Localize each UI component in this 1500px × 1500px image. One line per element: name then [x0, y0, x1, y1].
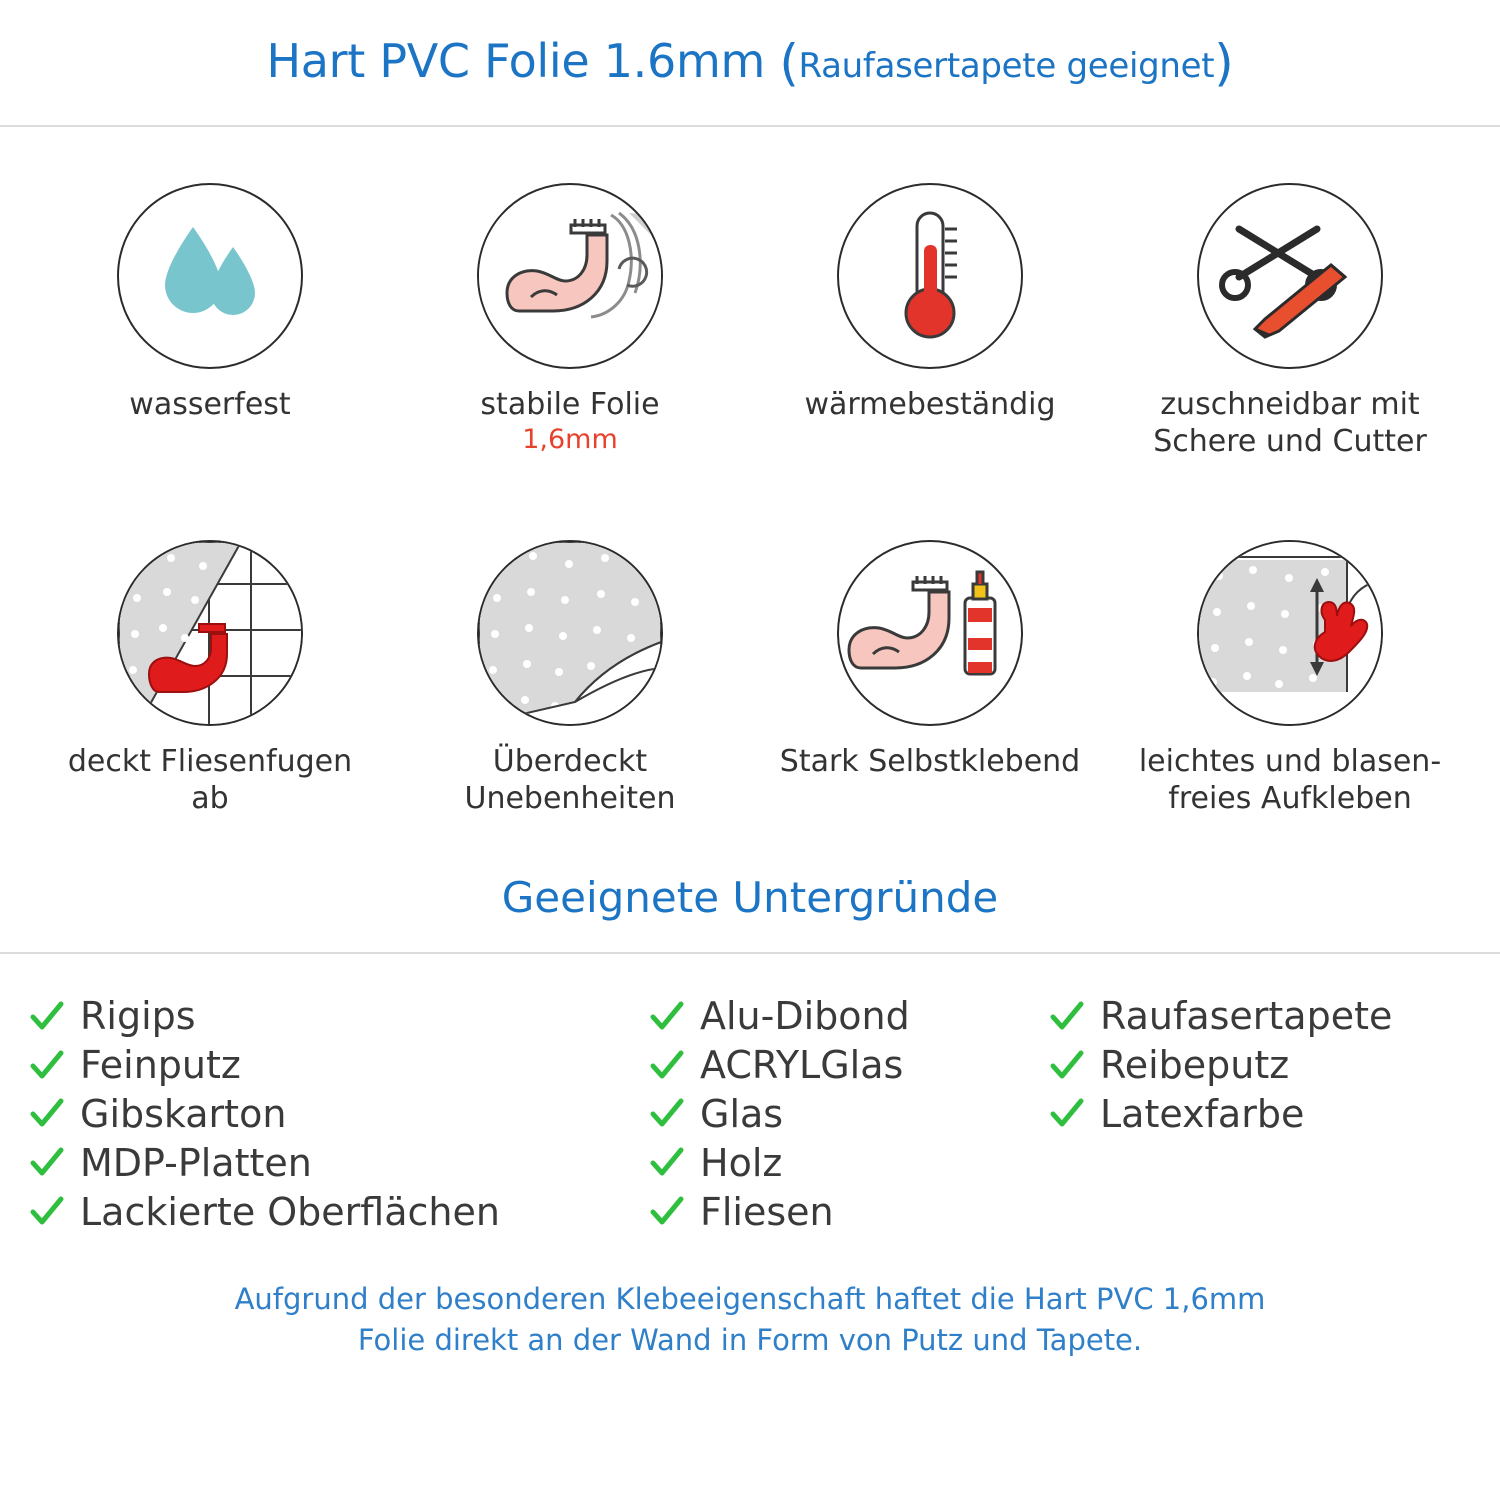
water-drops-icon: [119, 185, 301, 367]
feature-stabile-folie: [390, 183, 750, 460]
feature-waermebestaendig: [750, 183, 1110, 460]
list-item-label: Alu-Dibond: [700, 994, 910, 1039]
arm-glue-icon: [839, 542, 1021, 724]
list-item-label: Latexfarbe: [1100, 1092, 1305, 1137]
check-icon: [650, 1097, 684, 1131]
check-icon: [1050, 1097, 1084, 1131]
feature-label: stabile Folie: [480, 387, 660, 422]
list-item: [30, 1190, 650, 1235]
feature-wasserfest: [30, 183, 390, 460]
check-icon: [30, 1146, 64, 1180]
page-header: [0, 0, 1500, 127]
page-title-sub: Raufasertapete geeignet: [798, 45, 1215, 86]
thumbs-up-tiles-icon: [119, 542, 301, 724]
feature-sublabel: 1,6mm: [522, 423, 618, 455]
check-icon: [650, 1195, 684, 1229]
footer-note: [0, 1279, 1500, 1361]
feature-label: leichtes und blasen- freies Aufkleben: [1138, 744, 1442, 816]
list-item-label: Reibeputz: [1100, 1043, 1290, 1088]
page-title-main: Hart PVC Folie 1.6mm: [266, 33, 765, 88]
check-icon: [30, 1195, 64, 1229]
feature-icon-circle: [1197, 183, 1383, 369]
list-item-label: Lackierte Oberflächen: [80, 1189, 500, 1234]
list-item: [650, 994, 1050, 1039]
paren-close: ): [1214, 33, 1234, 92]
list-item: [1050, 994, 1500, 1039]
feature-unebenheiten: [390, 540, 750, 817]
foil-peel-icon: [479, 542, 661, 724]
list-item-label: Glas: [700, 1092, 784, 1137]
list-item: [650, 1141, 1050, 1186]
feature-fliesenfugen: [30, 540, 390, 817]
feature-selbstklebend: [750, 540, 1110, 817]
feature-icon-circle: [1197, 540, 1383, 726]
check-icon: [1050, 1000, 1084, 1034]
list-item: [650, 1092, 1050, 1137]
hand-smooth-icon: [1199, 542, 1381, 724]
list-item-label: Raufasertapete: [1100, 994, 1393, 1039]
paren-open: (: [779, 33, 799, 92]
feature-icon-circle: [117, 540, 303, 726]
list-item-label: MDP-Platten: [80, 1140, 312, 1185]
feature-grid-row-1: [0, 127, 1500, 460]
feature-icon-circle: [477, 540, 663, 726]
list-item: [30, 994, 650, 1039]
feature-label: deckt Fliesenfugen ab: [67, 744, 353, 816]
check-icon: [1050, 1049, 1084, 1083]
scissors-cutter-icon: [1199, 185, 1381, 367]
check-icon: [650, 1146, 684, 1180]
thermometer-icon: [839, 185, 1021, 367]
feature-icon-circle: [477, 183, 663, 369]
list-item: [1050, 1092, 1500, 1137]
list-item-label: Feinputz: [80, 1043, 241, 1088]
check-icon: [30, 1049, 64, 1083]
feature-label: Stark Selbstklebend: [779, 744, 1081, 780]
check-icon: [30, 1000, 64, 1034]
check-icon: [650, 1000, 684, 1034]
footer-note-line-1: Aufgrund der besonderen Klebeeigenschaft haftet die Hart PVC 1,6mm: [234, 1281, 1266, 1316]
footer-note-line-2: Folie direkt an der Wand in Form von Putz und Tapete.: [357, 1322, 1143, 1357]
check-icon: [30, 1097, 64, 1131]
list-item-label: Fliesen: [700, 1189, 834, 1234]
list-item: [650, 1190, 1050, 1235]
feature-label: Überdeckt Unebenheiten: [464, 744, 676, 816]
substrates-column-1: [30, 994, 650, 1234]
substrates-checklist: [0, 954, 1500, 1234]
list-item-label: Holz: [700, 1140, 783, 1185]
list-item: [30, 1092, 650, 1137]
list-item: [650, 1043, 1050, 1088]
check-icon: [650, 1049, 684, 1083]
feature-grid-row-2: [0, 484, 1500, 817]
feature-label: zuschneidbar mit Schere und Cutter: [1153, 387, 1427, 459]
substrates-column-2: [650, 994, 1050, 1234]
feature-label: wärmebeständig: [804, 387, 1056, 422]
list-item: [30, 1043, 650, 1088]
list-item-label: Gibskarton: [80, 1092, 287, 1137]
substrates-column-3: [1050, 994, 1500, 1234]
feature-zuschneidbar: [1110, 183, 1470, 460]
strong-arm-foil-icon: [479, 185, 661, 367]
page-title: [266, 34, 1233, 92]
feature-label: wasserfest: [129, 387, 291, 422]
list-item: [1050, 1043, 1500, 1088]
list-item-label: ACRYLGlas: [700, 1043, 904, 1088]
list-item: [30, 1141, 650, 1186]
feature-aufkleben: [1110, 540, 1470, 817]
feature-icon-circle: [837, 540, 1023, 726]
feature-icon-circle: [837, 183, 1023, 369]
feature-icon-circle: [117, 183, 303, 369]
list-item-label: Rigips: [80, 994, 196, 1039]
section-title-untergruende: Geeignete Untergründe: [0, 873, 1500, 954]
